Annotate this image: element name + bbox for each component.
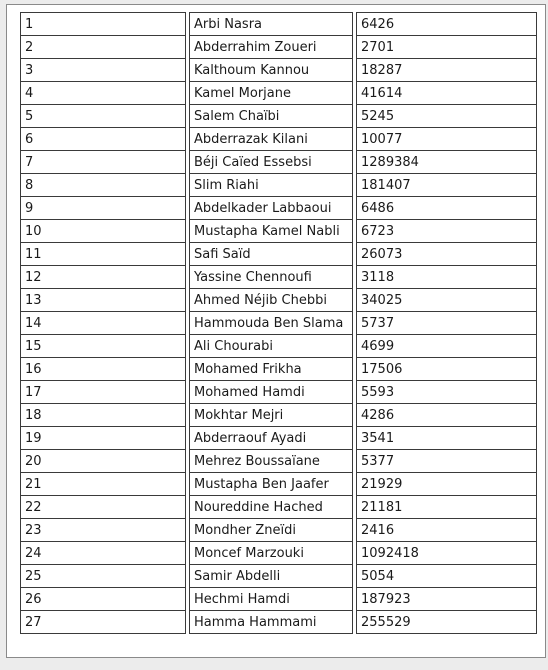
row-number-cell: 22 [20, 496, 186, 519]
row-number-cell: 5 [20, 105, 186, 128]
vote-count-cell: 6723 [356, 220, 537, 243]
candidate-name-cell: Mokhtar Mejri [189, 404, 353, 427]
table-row [20, 289, 537, 312]
vote-count-cell: 1092418 [356, 542, 537, 565]
table-row [20, 128, 537, 151]
vote-count-cell: 4286 [356, 404, 537, 427]
vote-count-cell: 255529 [356, 611, 537, 634]
candidate-name-cell: Abderrazak Kilani [189, 128, 353, 151]
candidate-name-cell: Hammouda Ben Slama [189, 312, 353, 335]
table-row [20, 358, 537, 381]
table-row [20, 450, 537, 473]
table-row [20, 381, 537, 404]
table-row [20, 542, 537, 565]
row-number-cell: 17 [20, 381, 186, 404]
table-row [20, 82, 537, 105]
row-number-cell: 18 [20, 404, 186, 427]
candidate-name-cell: Mohamed Hamdi [189, 381, 353, 404]
candidate-name-cell: Yassine Chennoufi [189, 266, 353, 289]
results-table [17, 12, 540, 634]
row-number-cell: 16 [20, 358, 186, 381]
vote-count-cell: 6486 [356, 197, 537, 220]
vote-count-cell: 41614 [356, 82, 537, 105]
vote-count-cell: 5593 [356, 381, 537, 404]
row-number-cell: 23 [20, 519, 186, 542]
candidate-name-cell: Samir Abdelli [189, 565, 353, 588]
row-number-cell: 20 [20, 450, 186, 473]
vote-count-cell: 3118 [356, 266, 537, 289]
vote-count-cell: 5054 [356, 565, 537, 588]
candidate-name-cell: Mohamed Frikha [189, 358, 353, 381]
row-number-cell: 3 [20, 59, 186, 82]
row-number-cell: 21 [20, 473, 186, 496]
candidate-name-cell: Mustapha Ben Jaafer [189, 473, 353, 496]
candidate-name-cell: Hechmi Hamdi [189, 588, 353, 611]
row-number-cell: 6 [20, 128, 186, 151]
row-number-cell: 9 [20, 197, 186, 220]
row-number-cell: 10 [20, 220, 186, 243]
vote-count-cell: 5377 [356, 450, 537, 473]
row-number-cell: 14 [20, 312, 186, 335]
row-number-cell: 1 [20, 12, 186, 36]
row-number-cell: 25 [20, 565, 186, 588]
table-row [20, 174, 537, 197]
vote-count-cell: 181407 [356, 174, 537, 197]
vote-count-cell: 6426 [356, 12, 537, 36]
table-row [20, 473, 537, 496]
table-row [20, 243, 537, 266]
table-row [20, 496, 537, 519]
row-number-cell: 12 [20, 266, 186, 289]
results-table-body [20, 12, 537, 634]
vote-count-cell: 1289384 [356, 151, 537, 174]
table-row [20, 266, 537, 289]
table-row [20, 565, 537, 588]
candidate-name-cell: Slim Riahi [189, 174, 353, 197]
candidate-name-cell: Salem Chaïbi [189, 105, 353, 128]
table-row [20, 220, 537, 243]
row-number-cell: 11 [20, 243, 186, 266]
table-row [20, 611, 537, 634]
vote-count-cell: 3541 [356, 427, 537, 450]
candidate-name-cell: Moncef Marzouki [189, 542, 353, 565]
table-row [20, 404, 537, 427]
vote-count-cell: 2416 [356, 519, 537, 542]
table-row [20, 588, 537, 611]
candidate-name-cell: Noureddine Hached [189, 496, 353, 519]
vote-count-cell: 4699 [356, 335, 537, 358]
vote-count-cell: 21929 [356, 473, 537, 496]
row-number-cell: 4 [20, 82, 186, 105]
table-row [20, 105, 537, 128]
row-number-cell: 2 [20, 36, 186, 59]
candidate-name-cell: Mehrez Boussaïane [189, 450, 353, 473]
candidate-name-cell: Kalthoum Kannou [189, 59, 353, 82]
vote-count-cell: 26073 [356, 243, 537, 266]
vote-count-cell: 17506 [356, 358, 537, 381]
vote-count-cell: 187923 [356, 588, 537, 611]
table-row [20, 427, 537, 450]
table-row [20, 151, 537, 174]
row-number-cell: 13 [20, 289, 186, 312]
vote-count-cell: 2701 [356, 36, 537, 59]
candidate-name-cell: Ali Chourabi [189, 335, 353, 358]
row-number-cell: 24 [20, 542, 186, 565]
table-row [20, 12, 537, 36]
candidate-name-cell: Abderraouf Ayadi [189, 427, 353, 450]
vote-count-cell: 18287 [356, 59, 537, 82]
table-row [20, 197, 537, 220]
row-number-cell: 15 [20, 335, 186, 358]
table-row [20, 519, 537, 542]
candidate-name-cell: Kamel Morjane [189, 82, 353, 105]
vote-count-cell: 21181 [356, 496, 537, 519]
row-number-cell: 7 [20, 151, 186, 174]
vote-count-cell: 5245 [356, 105, 537, 128]
table-frame [6, 4, 546, 658]
candidate-name-cell: Hamma Hammami [189, 611, 353, 634]
table-row [20, 312, 537, 335]
candidate-name-cell: Ahmed Néjib Chebbi [189, 289, 353, 312]
candidate-name-cell: Arbi Nasra [189, 12, 353, 36]
candidate-name-cell: Abderrahim Zoueri [189, 36, 353, 59]
candidate-name-cell: Béji Caïed Essebsi [189, 151, 353, 174]
row-number-cell: 19 [20, 427, 186, 450]
candidate-name-cell: Mondher Zneïdi [189, 519, 353, 542]
vote-count-cell: 5737 [356, 312, 537, 335]
table-row [20, 335, 537, 358]
table-row [20, 36, 537, 59]
candidate-name-cell: Safi Saïd [189, 243, 353, 266]
row-number-cell: 27 [20, 611, 186, 634]
vote-count-cell: 34025 [356, 289, 537, 312]
candidate-name-cell: Mustapha Kamel Nabli [189, 220, 353, 243]
row-number-cell: 26 [20, 588, 186, 611]
table-row [20, 59, 537, 82]
row-number-cell: 8 [20, 174, 186, 197]
candidate-name-cell: Abdelkader Labbaoui [189, 197, 353, 220]
vote-count-cell: 10077 [356, 128, 537, 151]
